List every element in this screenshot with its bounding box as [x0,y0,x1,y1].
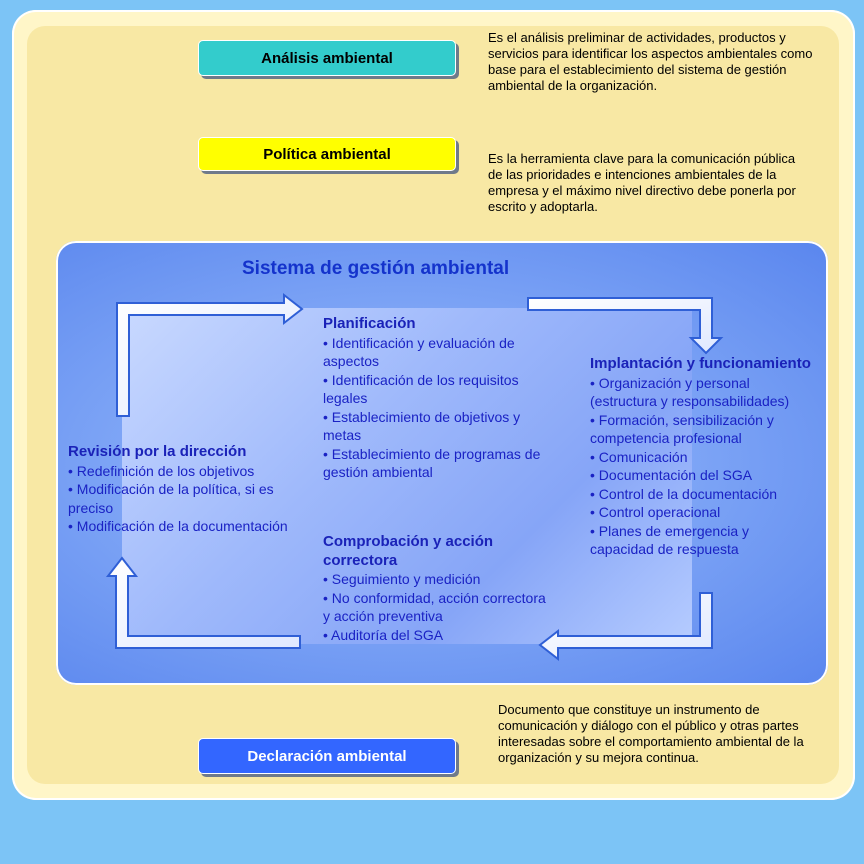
revision-item: • Modificación de la documentación [68,518,288,534]
comprobacion-item: • Seguimiento y medición [323,571,481,587]
arrow-comprobacion-to-revision [108,558,300,648]
comprobacion-block [323,533,553,644]
politica-ambiental-description: Es la herramienta clave para la comunicación pública de las prioridades e intenciones ambientales de la empresa y el máximo nivel directivo debe ponerla por escrito y adoptarla. [488,151,796,214]
implantacion-block [590,355,814,559]
declaracion-ambiental-description: Documento que constituye un instrumento de comunicación y diálogo con el público y otras partes interesadas sobre el comportamiento ambiental de la organización y su mejora continua. [498,702,804,765]
revision-item: • Redefinición de los objetivos [68,462,255,479]
planificacion-item: • Identificación y evaluación de aspectos [323,334,515,369]
comprobacion-item: • No conformidad, acción correctora y acción preventiva [323,589,546,624]
declaracion-ambiental-label: Declaración ambiental [247,747,407,765]
implantacion-item: • Organización y personal (estructura y responsabilidades) [590,374,790,409]
planificacion-item: • Establecimiento de programas de gestión ambiental [323,445,541,480]
implantacion-item: • Control operacional [590,504,721,520]
revision-item: • Modificación de la política, si es preciso [68,481,274,516]
politica-ambiental-label: Política ambiental [263,145,391,163]
planificacion-item: • Establecimiento de objetivos y metas [323,408,521,443]
implantacion-item: • Formación, sensibilización y competencia profesional [590,411,774,446]
declaracion-ambiental-box [198,738,456,774]
revision-block [68,443,314,536]
implantacion-item: • Control de la documentación [590,485,778,502]
implantacion-item: • Planes de emergencia y capacidad de respuesta [590,522,749,557]
arrow-implantacion-to-comprobacion [540,593,712,659]
planificacion-item: • Identificación de los requisitos legales [323,371,519,406]
planificacion-block [323,315,551,482]
sga-title: Sistema de gestión ambiental [242,258,510,279]
implantacion-item: • Comunicación [590,448,688,465]
comprobacion-title: Comprobación y acción correctora [323,533,494,569]
implantacion-item: • Documentación del SGA [590,467,753,483]
comprobacion-item: • Auditoría del SGA [323,626,444,643]
implantacion-title: Implantación y funcionamiento [590,355,811,372]
arrow-revision-to-planificacion [117,295,302,416]
analisis-ambiental-label: Análisis ambiental [261,49,393,67]
analisis-ambiental-description: Es el análisis preliminar de actividades, productos y servicios para identificar los aspectos ambientales como base para el establecimiento del sistema de gestión ambiental de la organización. [488,30,813,93]
revision-title: Revisión por la dirección [68,443,247,460]
arrow-planificacion-to-implantacion [528,298,721,353]
planificacion-title: Planificación [323,315,416,332]
